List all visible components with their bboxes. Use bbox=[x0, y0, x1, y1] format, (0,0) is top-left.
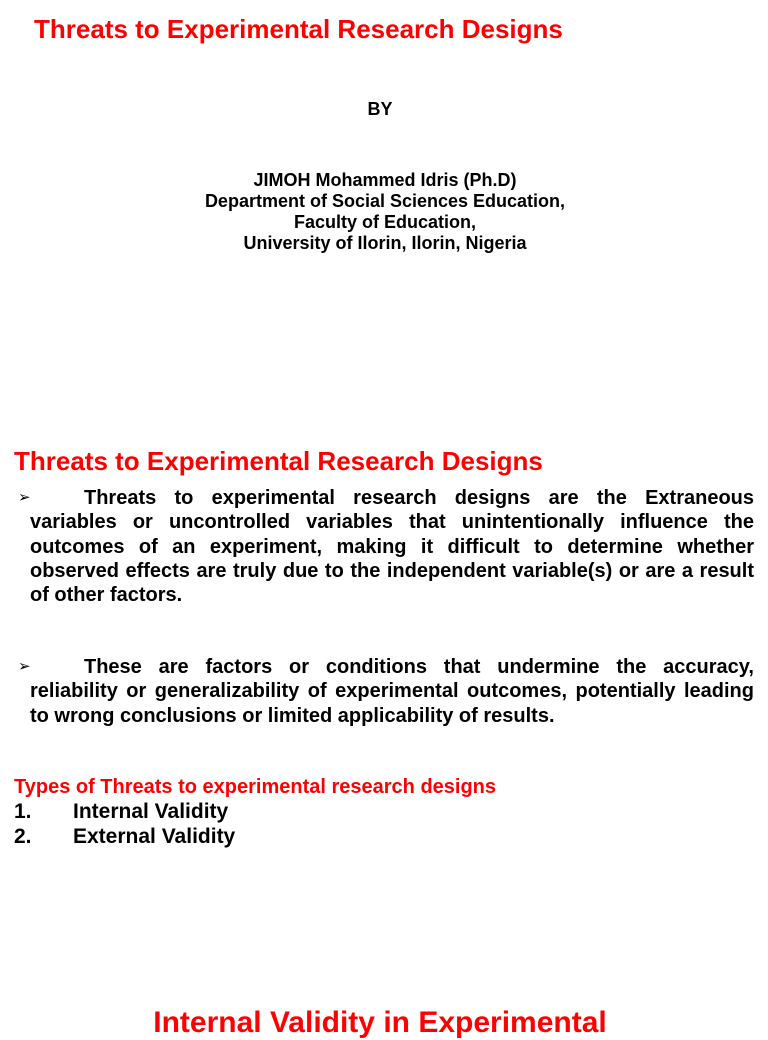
slide2-title: Threats to Experimental Research Designs bbox=[14, 446, 543, 476]
list-item bbox=[14, 800, 228, 824]
author-department: Department of Social Sciences Education, bbox=[204, 191, 566, 211]
list-item bbox=[14, 825, 235, 849]
arrow-bullet-icon: ➢ bbox=[18, 489, 31, 506]
author-university: University of Ilorin, Ilorin, Nigeria bbox=[243, 233, 527, 253]
slide1-title: Threats to Experimental Research Designs bbox=[34, 14, 563, 44]
bullet-paragraph bbox=[18, 486, 754, 607]
author-faculty: Faculty of Education, bbox=[293, 212, 476, 232]
by-label: BY bbox=[367, 99, 393, 119]
list-item-number: 2. bbox=[14, 825, 32, 848]
types-heading: Types of Threats to experimental research designs bbox=[14, 776, 497, 798]
arrow-bullet-icon: ➢ bbox=[18, 658, 31, 675]
bullet-text: These are factors or conditions that undermine the accuracy, reliability or generalizability of experimental outcomes, potentially leading to wrong conclusions or limited applicability of results. bbox=[30, 656, 754, 727]
author-block bbox=[0, 170, 768, 254]
slide3-title: Internal Validity in Experimental bbox=[153, 1006, 607, 1039]
bullet-text: Threats to experimental research designs are the Extraneous variables or uncontrolled variables that unintentionally influence the outcomes of an experiment, making it difficult to determine whether observed effects are truly due to the independent variable(s) or are a result of other factors. bbox=[30, 487, 754, 607]
list-item-label: External Validity bbox=[73, 825, 236, 848]
list-item-label: Internal Validity bbox=[73, 800, 229, 823]
author-name: JIMOH Mohammed Idris (Ph.D) bbox=[253, 170, 517, 190]
list-item-number: 1. bbox=[14, 800, 32, 823]
bullet-paragraph bbox=[18, 655, 754, 728]
